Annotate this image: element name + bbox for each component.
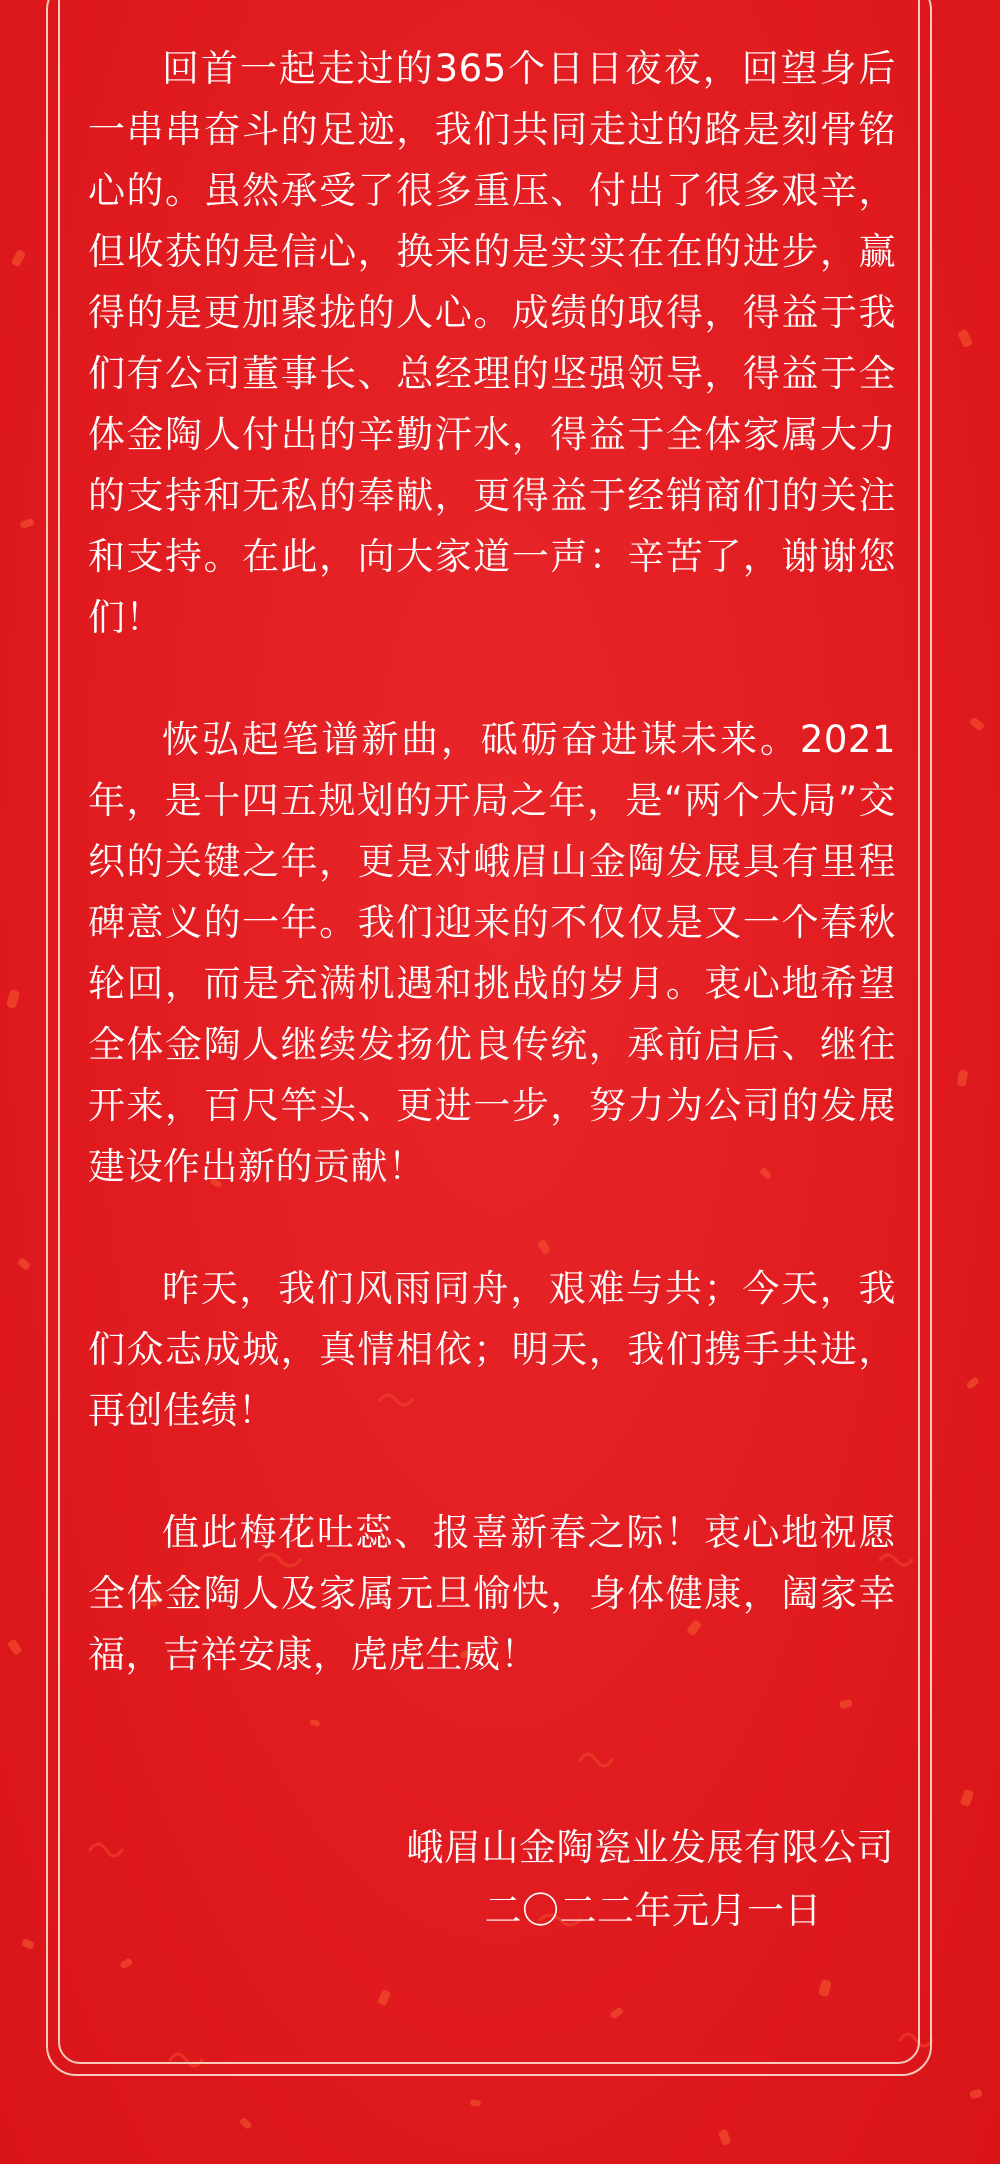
confetti-piece [239, 2117, 253, 2130]
confetti-piece [17, 1257, 31, 1271]
confetti-piece [957, 1069, 969, 1086]
letter-body [88, 38, 896, 1746]
confetti-piece [969, 2089, 983, 2100]
confetti-piece [11, 249, 27, 267]
confetti-piece [19, 518, 35, 529]
confetti-piece [718, 2129, 732, 2146]
paragraph-new-chapter: 恢弘起笔谱新曲，砥砺奋进谋未来。2021年，是十四五规划的开局之年，是“两个大局”交织的关键之年，更是对峨眉山金陶发展具有里程碑意义的一年。我们迎来的不仅仅是又一个春秋轮回，而是充满机遇和挑战的岁月。衷心地希望全体金陶人继续发扬优良传统，承前启后、继往开来，百尺竿头、更进一步，努力为公司的发展建设作出新的贡献！ [88, 718, 896, 1188]
confetti-piece [957, 329, 973, 349]
paragraph-new-year-wishes: 值此梅花吐蕊、报喜新春之际！衷心地祝愿全体金陶人及家属元旦愉快，身体健康，阖家幸福，吉祥安康，虎虎生威！ [88, 1511, 896, 1676]
paragraph-together: 昨天，我们风雨同舟，艰难与共；今天，我们众志成城，真情相依；明天，我们携手共进，再创佳绩！ [88, 1267, 896, 1432]
confetti-piece [965, 1376, 979, 1390]
signature-date: 二〇二二年元月一日 [484, 1889, 822, 1932]
confetti-piece [6, 989, 20, 1009]
paragraph-review-year: 回首一起走过的365个日日夜夜，回望身后一串串奋斗的足迹，我们共同走过的路是刻骨铭心的。虽然承受了很多重压、付出了很多艰辛，但收获的是信心，换来的是实实在在的进步，赢得的是更加聚拢的人心。成绩的取得，得益于我们有公司董事长、总经理的坚强领导，得益于全体金陶人付出的辛勤汗水，得益于全体家属大力的支持和无私的奉献，更得益于经销商们的关注和支持。在此，向大家道一声：辛苦了，谢谢您们！ [88, 47, 896, 639]
confetti-piece [969, 717, 985, 732]
confetti-piece [21, 1938, 35, 1950]
signature-company: 峨眉山金陶瓷业发展有限公司 [406, 1826, 894, 1869]
confetti-piece [7, 1638, 23, 1655]
confetti-piece [470, 2099, 482, 2107]
confetti-piece [960, 1789, 975, 1807]
